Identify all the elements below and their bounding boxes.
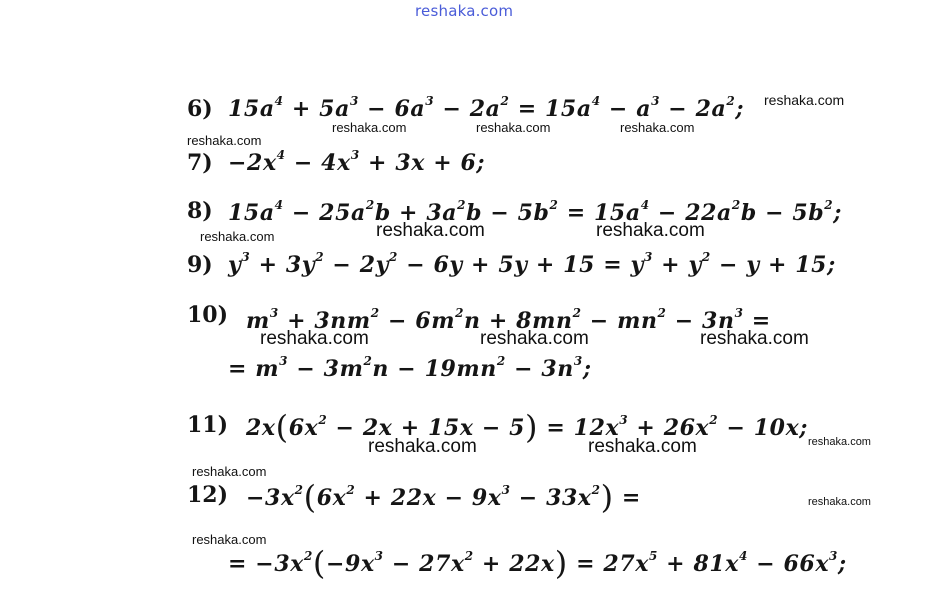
item-number-12: 12) [187,482,229,508]
item-number-10: 10) [187,302,229,328]
item-number-7: 7) [187,150,213,176]
item-number-11: 11) [187,412,229,438]
watermark: reshaka.com [808,436,871,448]
site-header-link[interactable]: reshaka.com [415,2,514,20]
watermark: reshaka.com [476,120,551,135]
equation-8: $15a^4 - 25a^2b + 3a^2b - 5b^2 = 15a^4 - 22a^2b - 5b^2$; [228,198,842,226]
equation-11: $2x(6x^2 - 2x + 15x - 5) = 12x^3 + 26x^2 - 10x$; [246,408,809,446]
watermark: reshaka.com [187,133,262,148]
item-number-6: 6) [187,96,213,122]
item-number-9: 9) [187,252,213,278]
watermark: reshaka.com [260,328,369,349]
watermark: reshaka.com [368,436,477,457]
watermark: reshaka.com [596,220,705,241]
watermark: reshaka.com [480,328,589,349]
equation-12-line-1: $-3x^2(6x^2 + 22x - 9x^3 - 33x^2)$ = [246,478,641,516]
equation-6: $15a^4 + 5a^3 - 6a^3 - 2a^2 = 15a^4 - a^3 - 2a^2$; [228,94,745,122]
watermark: reshaka.com [700,328,809,349]
watermark: reshaka.com [620,120,695,135]
equation-10-line-2: = $m^3 - 3m^2n - 19mn^2 - 3n^3$; [228,354,592,382]
watermark: reshaka.com [588,436,697,457]
watermark: reshaka.com [808,496,871,508]
watermark: reshaka.com [192,532,267,547]
watermark: reshaka.com [376,220,485,241]
equation-7: $-2x^4 - 4x^3 + 3x + 6$; [228,148,486,176]
equation-10-line-1: $m^3 + 3nm^2 - 6m^2n + 8mn^2 - mn^2 - 3n^3$ = [246,306,771,334]
watermark: reshaka.com [764,92,845,108]
watermark: reshaka.com [192,464,267,479]
equation-12-line-2: = $-3x^2(-9x^3 - 27x^2 + 22x) = 27x^5 + 81x^4 - 66x^3$; [228,544,847,582]
watermark: reshaka.com [200,229,275,244]
watermark: reshaka.com [332,120,407,135]
item-number-8: 8) [187,198,213,224]
equation-9: $y^3 + 3y^2 - 2y^2 - 6y + 5y + 15 = y^3 + y^2 - y + 15$; [228,250,836,278]
